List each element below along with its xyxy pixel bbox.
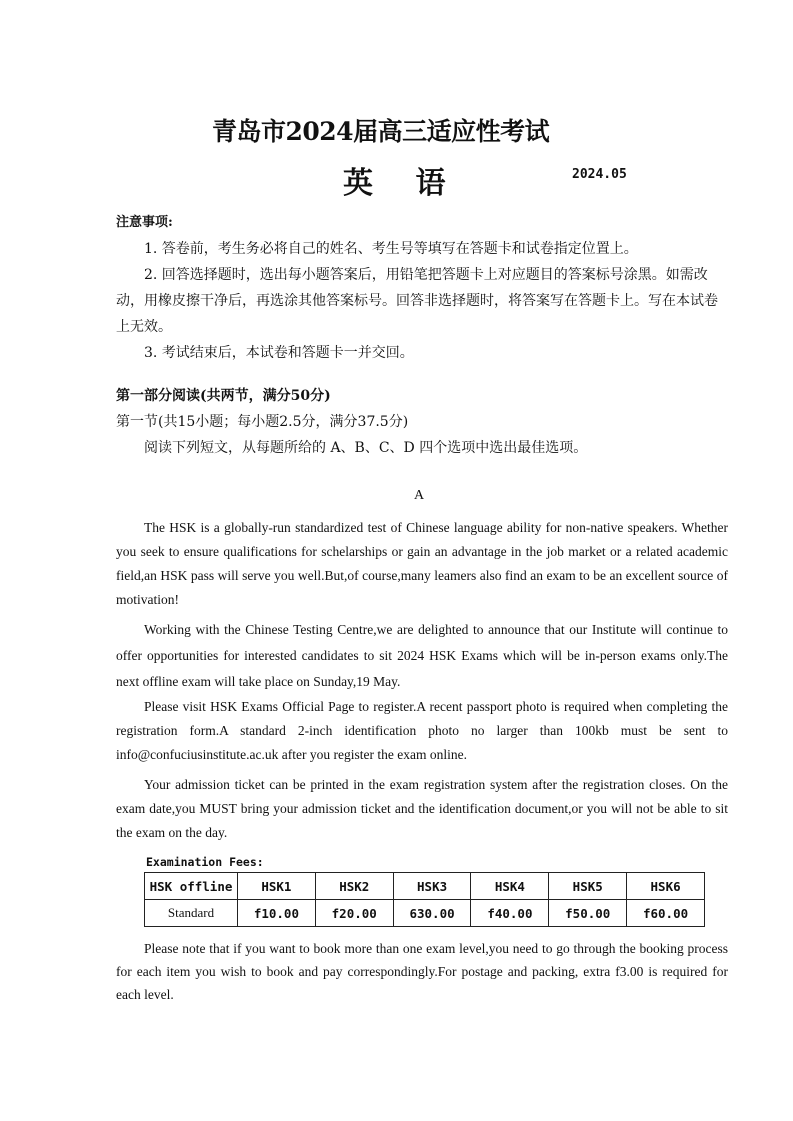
fees-header-cell: HSK2 xyxy=(315,873,393,900)
fees-price-cell: 630.00 xyxy=(393,900,471,927)
passage-paragraph: The HSK is a globally-run standardized test of Chinese language ability for non-native speakers. Whether you seek to ensure qualifications for schelarships or gain an advantage in the job market or a related academic field,an HSK pass will serve you well.But,of course,many leamers also find an exam to be an excellent source of motivation! xyxy=(116,520,728,607)
fees-row-label: Standard xyxy=(145,900,238,927)
passage-paragraph: Working with the Chinese Testing Centre,we are delighted to announce that our Institute will continue to offer opportunities for interested candidates to sit 2024 HSK Exams which will be in-person exams only.The next offline exam will take place on Sunday,19 May. xyxy=(116,622,728,689)
fees-price-cell: f20.00 xyxy=(315,900,393,927)
subject-title: 英 语 xyxy=(343,166,462,201)
notice-item: 1. 答卷前，考生务必将自己的姓名、考生号等填写在答题卡和试卷指定位置上。 xyxy=(144,241,638,257)
section-one-heading: 第一节(共15小题；每小题2.5分，满分37.5分) xyxy=(116,414,409,430)
notice-item: 2. 回答选择题时，选出每小题答案后，用铅笔把答题卡上对应题目的答案标号涂黑。如需改动，用橡皮擦干净后，再选涂其他答案标号。回答非选择题时，将答案写在答题卡上。写在本试卷上无效。 xyxy=(116,267,718,335)
part-one-heading: 第一部分阅读(共两节，满分50分) xyxy=(116,388,331,404)
fees-header-cell: HSK6 xyxy=(627,873,705,900)
passage-label: A xyxy=(414,488,425,503)
exam-date: 2024.05 xyxy=(572,167,627,182)
exam-title: 青岛市2024届高三适应性考试 xyxy=(212,117,550,146)
fees-price-cell: f10.00 xyxy=(238,900,316,927)
passage-paragraph: Please visit HSK Exams Official Page to register.A recent passport photo is required when completing the registration form.A standard 2-inch identification photo no larger than 100kb must be sent to info@confuciusinstitute.ac.uk after you register the exam online. xyxy=(116,699,728,762)
notice-section xyxy=(116,210,728,366)
reading-instruction: 阅读下列短文，从每题所给的 A、B、C、D 四个选项中选出最佳选项。 xyxy=(144,440,588,456)
fees-header-cell: HSK3 xyxy=(393,873,471,900)
fees-header-cell: HSK4 xyxy=(471,873,549,900)
fees-price-cell: f50.00 xyxy=(549,900,627,927)
fees-header-row xyxy=(145,873,705,900)
fees-header-cell: HSK5 xyxy=(549,873,627,900)
fees-price-row xyxy=(145,900,705,927)
fees-header-cell: HSK1 xyxy=(238,873,316,900)
fees-price-cell: f40.00 xyxy=(471,900,549,927)
fees-header-cell: HSK offline xyxy=(145,873,238,900)
passage-closing: Please note that if you want to book more than one exam level,you need to go through the booking process for each item you wish to book and pay correspondingly.For postage and packing, extra f3.00 is required for each level. xyxy=(116,941,728,1002)
notice-item: 3. 考试结束后，本试卷和答题卡一并交回。 xyxy=(144,345,414,361)
fees-label: Examination Fees: xyxy=(146,855,264,869)
passage-paragraph: Your admission ticket can be printed in the exam registration system after the registration closes. On the exam date,you MUST bring your admission ticket and the identification document,or you will not be able to sit the exam on the day. xyxy=(116,777,728,840)
notice-heading: 注意事项: xyxy=(116,215,173,230)
fees-table xyxy=(144,872,705,927)
fees-price-cell: f60.00 xyxy=(627,900,705,927)
